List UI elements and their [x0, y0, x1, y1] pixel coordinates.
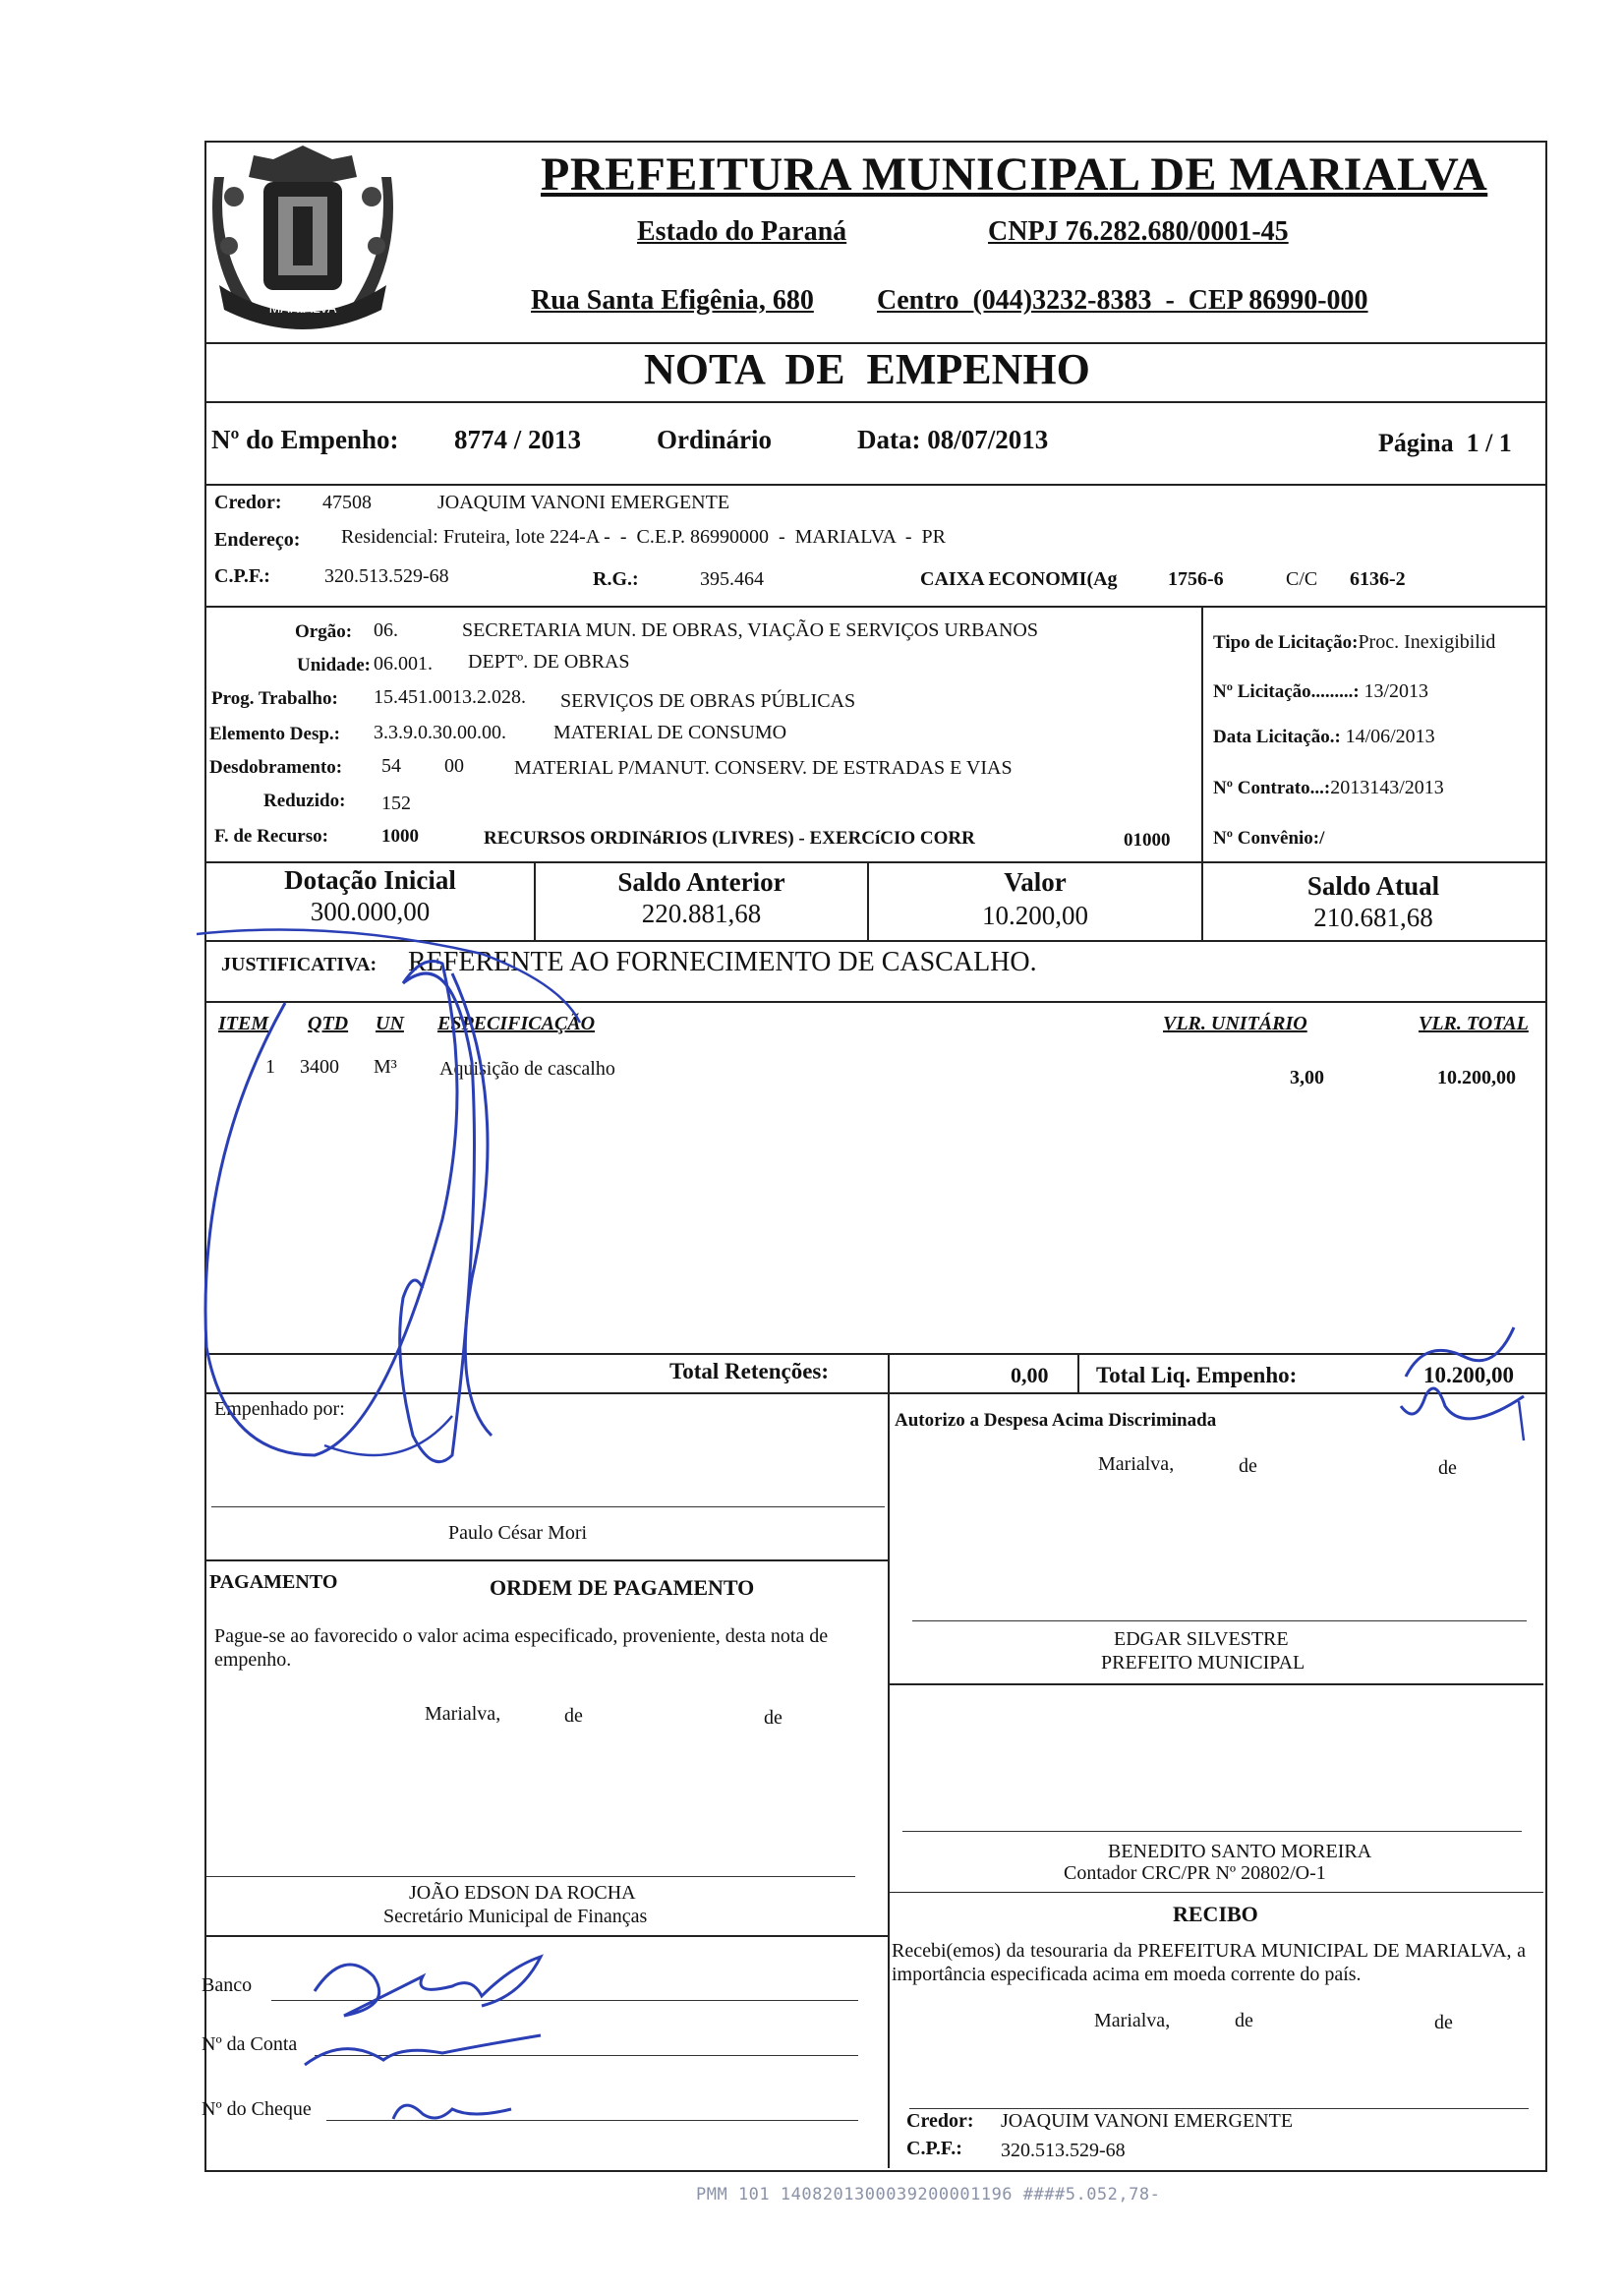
- contador-role: Contador CRC/PR Nº 20802/O-1: [1064, 1862, 1326, 1884]
- ordem-pagamento: ORDEM DE PAGAMENTO: [490, 1575, 755, 1600]
- valor-label: Valor: [1004, 867, 1067, 897]
- credor-code: 47508: [322, 492, 372, 513]
- divider: [888, 1683, 1543, 1685]
- item-desc: Aquisição de cascalho: [439, 1058, 615, 1080]
- valor-value: 10.200,00: [982, 901, 1088, 930]
- credor-agency: 1756-6: [1168, 568, 1224, 590]
- retencoes-label: Total Retenções:: [669, 1359, 830, 1383]
- liq-label: Total Liq. Empenho:: [1096, 1363, 1298, 1387]
- credor-cpf: 320.513.529-68: [324, 565, 449, 587]
- recibo-credor-label: Credor:: [906, 2110, 974, 2132]
- col-item: ITEM: [218, 1013, 269, 1034]
- prefeito-role: PREFEITO MUNICIPAL: [1101, 1652, 1305, 1674]
- liq-value: 10.200,00: [1423, 1363, 1514, 1387]
- item-qtd: 3400: [300, 1056, 339, 1078]
- empenho-type: Ordinário: [657, 425, 773, 454]
- empenho-date: Data: 08/07/2013: [857, 425, 1049, 454]
- licitacao-tipo-value: Proc. Inexigibilid: [1358, 631, 1496, 653]
- divider: [1077, 1353, 1079, 1392]
- recurso-name: RECURSOS ORDINáRIOS (LIVRES) - EXERCíCIO CORR: [484, 828, 975, 849]
- state-name: Estado do Paraná: [637, 216, 847, 247]
- recibo-de1: de: [1235, 2010, 1253, 2031]
- credor-name: JOAQUIM VANONI EMERGENTE: [437, 492, 730, 513]
- conta-line: [315, 2055, 858, 2056]
- financas-name: JOÃO EDSON DA ROCHA: [409, 1882, 636, 1904]
- rg-label: R.G.:: [593, 568, 639, 590]
- divider: [204, 401, 1545, 403]
- justificativa-label: JUSTIFICATIVA:: [221, 954, 377, 975]
- unidade-label: Unidade:: [297, 655, 371, 676]
- convenio-label: Nº Convênio:/: [1213, 828, 1325, 849]
- recibo-place: Marialva,: [1094, 2010, 1171, 2031]
- contrato-value: 2013143/2013: [1330, 777, 1444, 798]
- divider: [204, 861, 1545, 863]
- desdob-b: 00: [444, 755, 464, 777]
- unidade-code: 06.001.: [374, 653, 433, 675]
- divider: [204, 606, 1545, 608]
- recibo-de2: de: [1434, 2012, 1453, 2033]
- orgao-name: SECRETARIA MUN. DE OBRAS, VIAÇÃO E SERVIÇOS URBANOS: [462, 619, 1038, 641]
- recibo-credor-name: JOAQUIM VANONI EMERGENTE: [1001, 2110, 1294, 2132]
- prog-label: Prog. Trabalho:: [211, 688, 338, 709]
- licitacao-data-label: [1213, 726, 1435, 748]
- licitacao-data-value: 14/06/2013: [1345, 726, 1435, 747]
- pagamento-text: Pague-se ao favorecido o valor acima especificado, proveniente, desta nota de empenho.: [214, 1625, 829, 1671]
- empenho-number: 8774 / 2013: [454, 425, 582, 454]
- recurso-extra: 01000: [1124, 830, 1171, 851]
- autorizo-de1: de: [1239, 1455, 1257, 1477]
- credor-bank: CAIXA ECONOMI(Ag: [920, 568, 1118, 590]
- reduzido-label: Reduzido:: [263, 791, 346, 811]
- licitacao-tipo-text: Tipo de Licitação:: [1213, 632, 1359, 653]
- orgao-code: 06.: [374, 619, 398, 641]
- credor-address: Residencial: Fruteira, lote 224-A - - C.E.P. 86990000 - MARIALVA - PR: [341, 526, 946, 548]
- divider: [888, 1353, 890, 1392]
- saldo-atual-label: Saldo Atual: [1306, 871, 1440, 901]
- orgao-label: Orgão:: [295, 621, 353, 642]
- autorizo-de2: de: [1438, 1457, 1457, 1479]
- item-total: 10.200,00: [1437, 1067, 1516, 1088]
- col-qtd: QTD: [308, 1013, 349, 1034]
- conta-label: Nº da Conta: [202, 2033, 298, 2055]
- licitacao-data-text: Data Licitação.:: [1213, 727, 1346, 747]
- elemento-name: MATERIAL DE CONSUMO: [553, 722, 787, 743]
- col-un: UN: [376, 1013, 404, 1034]
- banco-label: Banco: [202, 1974, 253, 1996]
- recibo-cpf: 320.513.529-68: [1001, 2140, 1126, 2161]
- prog-code: 15.451.0013.2.028.: [374, 686, 526, 708]
- licitacao-num-label: [1213, 680, 1428, 703]
- divider: [204, 1001, 1545, 1003]
- dotacao-value: 300.000,00: [310, 897, 431, 926]
- desdob-label: Desdobramento:: [209, 757, 343, 778]
- col-vlr-unitario: VLR. UNITÁRIO: [1163, 1013, 1307, 1034]
- col-especificacao: ESPECIFICAÇÃO: [437, 1013, 596, 1034]
- contrato-text: Nº Contrato...:: [1213, 778, 1331, 798]
- reduzido-value: 152: [381, 793, 411, 814]
- cheque-label: Nº do Cheque: [202, 2098, 312, 2120]
- autorizo-label: Autorizo a Despesa Acima Discriminada: [895, 1410, 1217, 1431]
- credor-label: Credor:: [214, 492, 282, 513]
- contador-name: BENEDITO SANTO MOREIRA: [1108, 1841, 1372, 1862]
- credor-cc: 6136-2: [1350, 568, 1406, 590]
- contrato-label: [1213, 777, 1444, 799]
- street-address: Rua Santa Efigênia, 680: [531, 285, 814, 316]
- dotacao-label: Dotação Inicial: [284, 865, 456, 895]
- saldo-anterior-label: Saldo Anterior: [617, 867, 785, 897]
- credor-rg: 395.464: [700, 568, 764, 590]
- prefeito-name: EDGAR SILVESTRE: [1114, 1628, 1289, 1650]
- licitacao-tipo-label: [1213, 631, 1495, 654]
- saldo-atual-value: 210.681,68: [1313, 903, 1433, 932]
- retencoes-value: 0,00: [1011, 1363, 1049, 1387]
- page-number: Página 1 / 1: [1378, 429, 1512, 457]
- signature-line: [211, 1506, 885, 1507]
- empenho-label: Nº do Empenho:: [211, 425, 399, 454]
- cc-label: C/C: [1286, 568, 1318, 590]
- divider: [888, 1892, 1543, 1893]
- pagamento-de1: de: [564, 1705, 583, 1727]
- divider: [204, 1559, 890, 1561]
- svg-text:MARIALVA: MARIALVA: [268, 300, 337, 316]
- recibo-text: Recebi(emos) da tesouraria da PREFEITURA MUNICIPAL DE MARIALVA, a importância especificada acima em moeda corrente do país.: [892, 1940, 1526, 1985]
- item-number: 1: [265, 1056, 275, 1078]
- licitacao-num-value: 13/2013: [1363, 680, 1429, 702]
- divider: [204, 1353, 1545, 1355]
- divider: [204, 1392, 1545, 1394]
- desdob-a: 54: [381, 755, 401, 777]
- municipality-title: PREFEITURA MUNICIPAL DE MARIALVA: [541, 148, 1488, 201]
- recibo-label: RECIBO: [1173, 1902, 1258, 1926]
- doc-title: NOTA DE EMPENHO: [644, 345, 1090, 393]
- saldo-anterior-value: 220.881,68: [641, 899, 762, 928]
- footer-stamp: PMM 101 1408201300039200001196 ####5.052,78-: [696, 2185, 1161, 2204]
- col-vlr-total: VLR. TOTAL: [1419, 1013, 1529, 1034]
- prog-name: SERVIÇOS DE OBRAS PÚBLICAS: [560, 690, 856, 712]
- contact-line: Centro (044)3232-8383 - CEP 86990-000: [877, 285, 1368, 316]
- elemento-code: 3.3.9.0.30.00.00.: [374, 722, 506, 743]
- pagamento-label: PAGAMENTO: [209, 1571, 338, 1593]
- signature-line: [902, 1831, 1522, 1832]
- financas-role: Secretário Municipal de Finanças: [383, 1906, 648, 1927]
- empenhado-signer: Paulo César Mori: [448, 1522, 588, 1544]
- item-un: M³: [374, 1056, 397, 1078]
- signature-line: [909, 2108, 1529, 2109]
- unidade-name: DEPTº. DE OBRAS: [468, 651, 630, 673]
- recibo-cpf-label: C.P.F.:: [906, 2138, 962, 2159]
- recurso-label: F. de Recurso:: [214, 826, 328, 847]
- divider: [1201, 606, 1203, 861]
- signature-line: [206, 1876, 855, 1877]
- pagamento-place: Marialva,: [425, 1703, 501, 1725]
- banco-line: [271, 2000, 858, 2001]
- item-unit: 3,00: [1290, 1067, 1324, 1088]
- desdob-name: MATERIAL P/MANUT. CONSERV. DE ESTRADAS E VIAS: [514, 757, 1013, 779]
- address-label: Endereço:: [214, 529, 301, 551]
- autorizo-place: Marialva,: [1098, 1453, 1175, 1475]
- divider: [204, 940, 1545, 942]
- divider: [888, 1392, 890, 2168]
- divider: [204, 484, 1545, 486]
- pagamento-de2: de: [764, 1707, 783, 1729]
- cpf-label: C.P.F.:: [214, 565, 270, 587]
- elemento-label: Elemento Desp.:: [209, 724, 340, 744]
- cnpj: CNPJ 76.282.680/0001-45: [988, 216, 1289, 247]
- empenhado-label: Empenhado por:: [214, 1398, 345, 1420]
- cheque-line: [326, 2120, 858, 2121]
- divider: [204, 1935, 890, 1937]
- licitacao-num-text: Nº Licitação.........:: [1213, 681, 1364, 702]
- justificativa-text: REFERENTE AO FORNECIMENTO DE CASCALHO.: [408, 947, 1037, 977]
- signature-line: [912, 1620, 1527, 1621]
- recurso-code: 1000: [381, 826, 419, 847]
